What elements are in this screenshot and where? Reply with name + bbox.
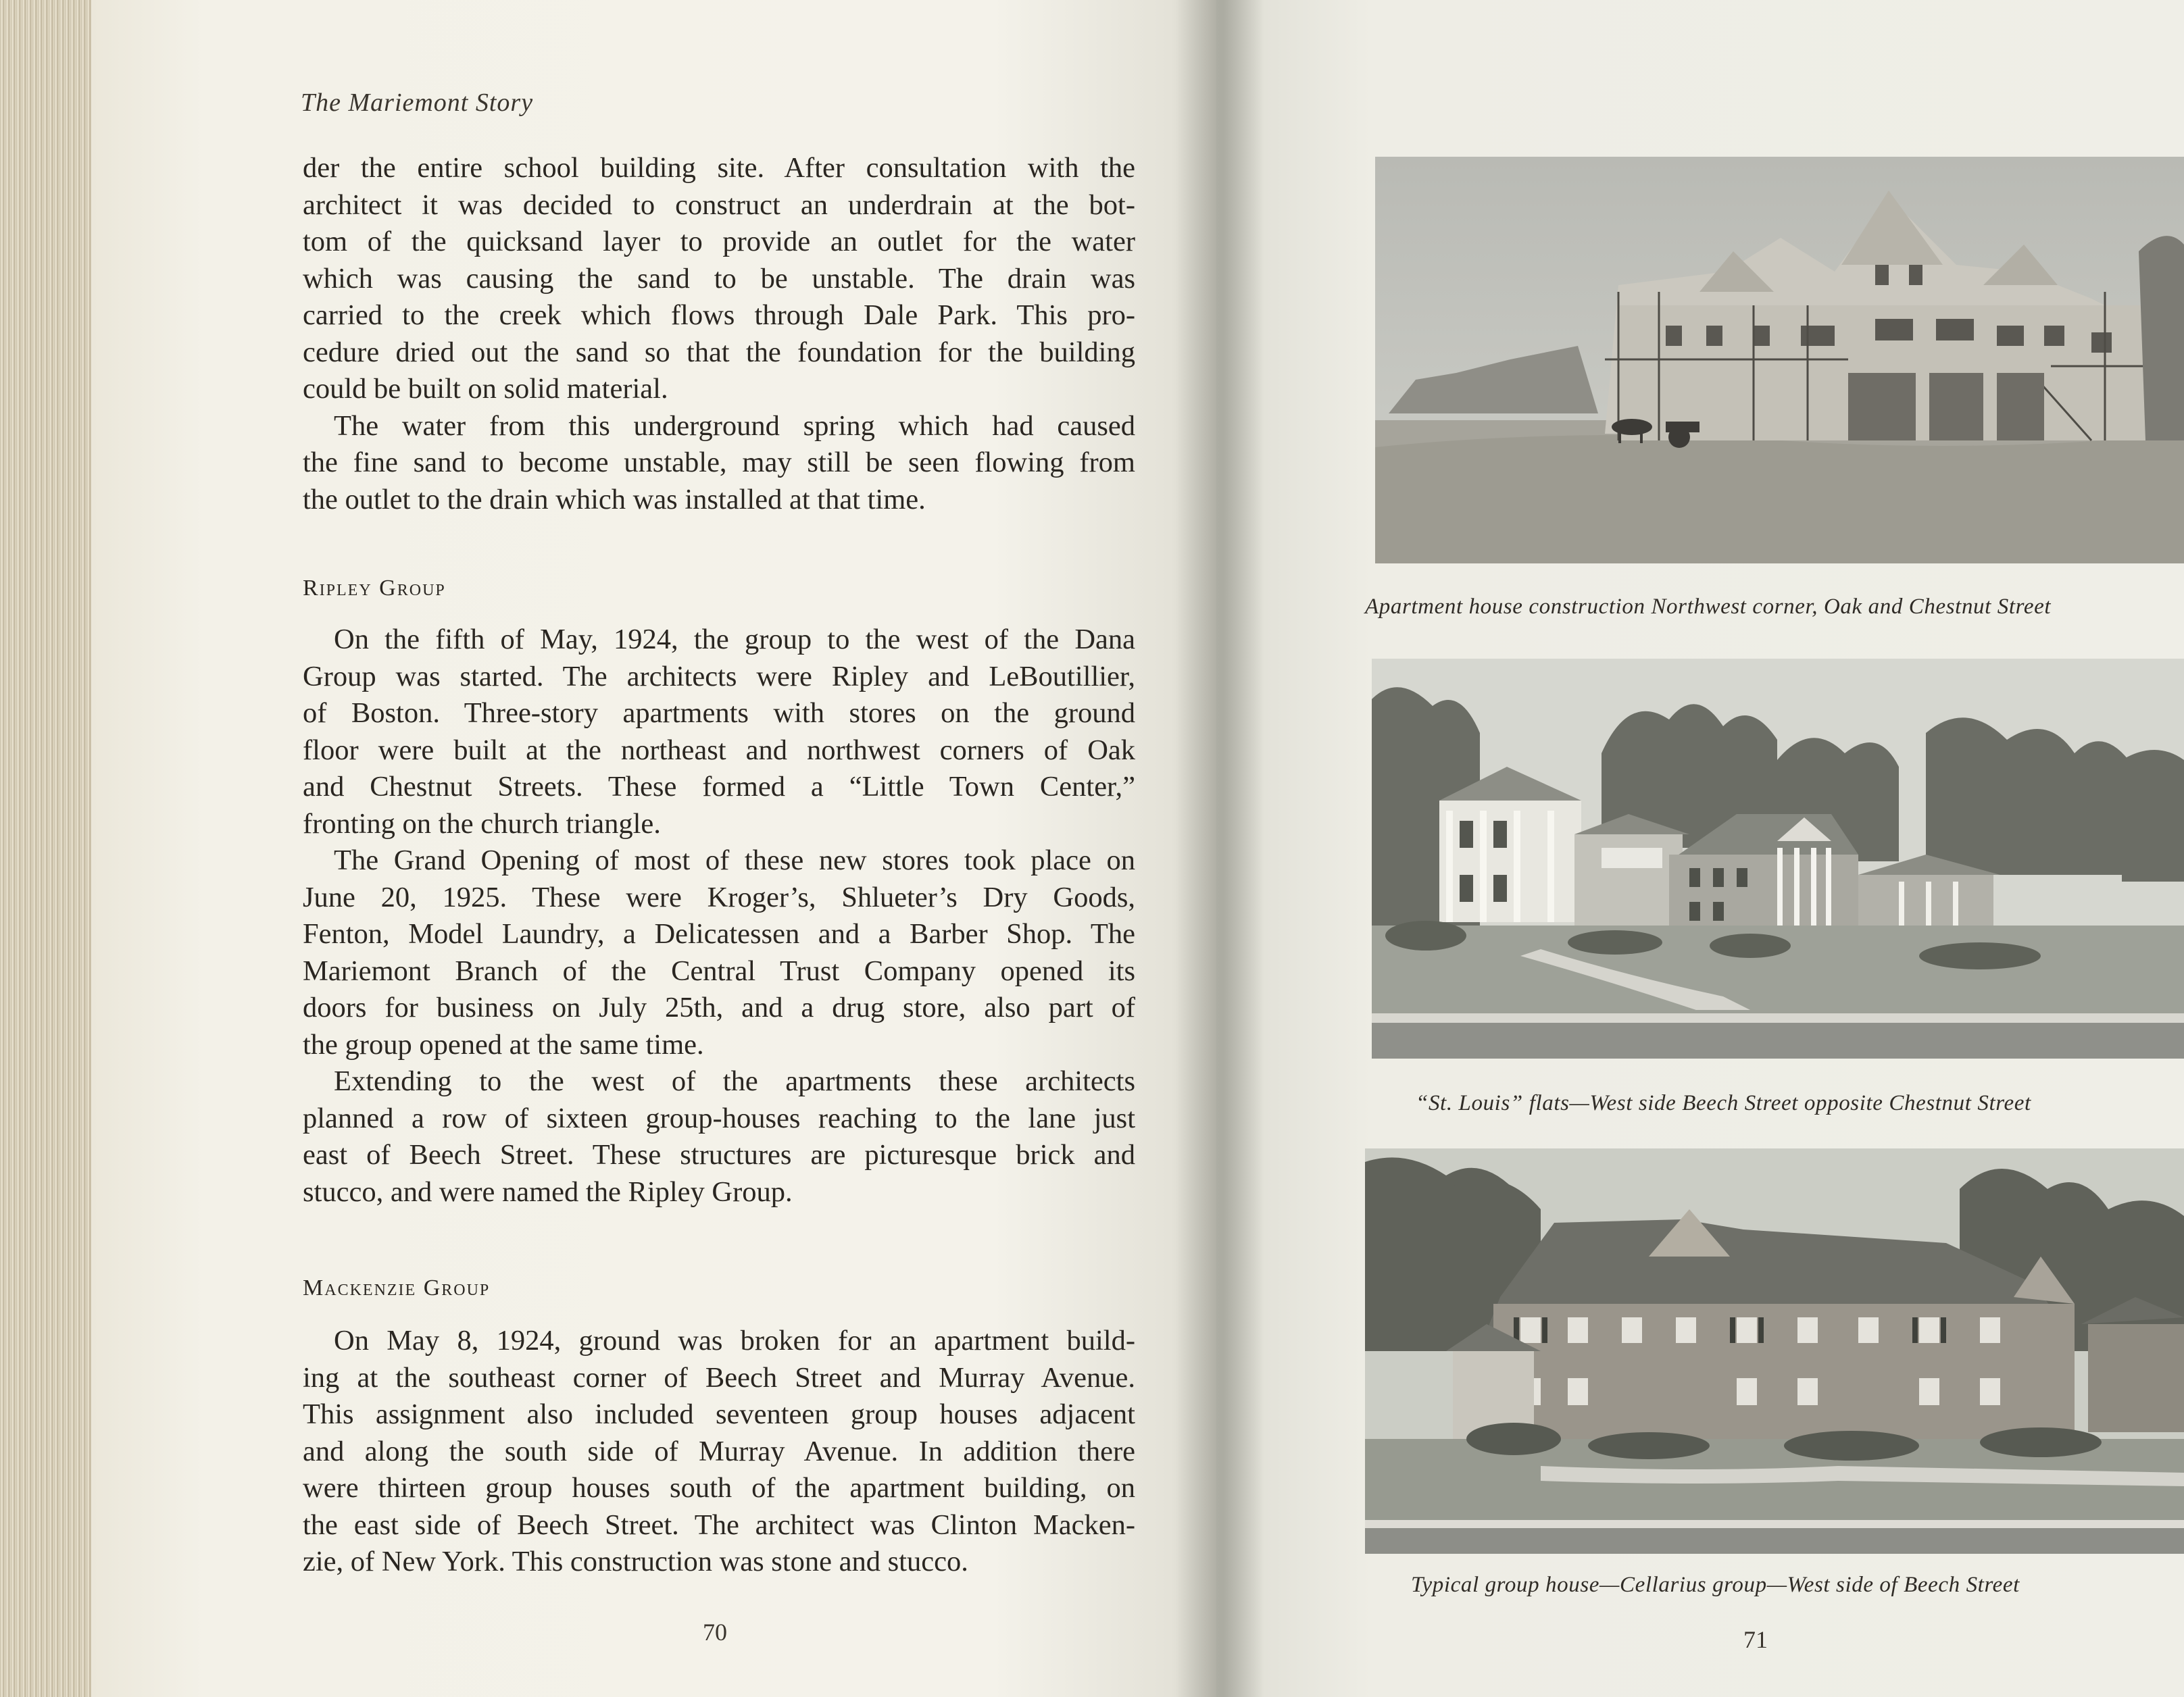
- text-line: Fenton, Model Laundry, a Delicatessen and a Barber Shop. The: [303, 918, 1135, 950]
- paragraph-block-school-site: [303, 150, 1135, 518]
- section-heading-ripley-group: Ripley Group: [303, 576, 446, 601]
- text-line: and along the south side of Murray Avenue. In addition there: [303, 1435, 1135, 1467]
- text-line: could be built on solid material.: [303, 373, 668, 405]
- text-line: On May 8, 1924, ground was broken for an apartment build-: [334, 1325, 1135, 1357]
- text-line: stucco, and were named the Ripley Group.: [303, 1175, 793, 1208]
- text-line: the fine sand to become unstable, may still be seen flowing from: [303, 447, 1135, 478]
- text-line: planned a row of sixteen group-houses reaching to the lane just: [303, 1102, 1135, 1134]
- photo-apartment-construction: [1375, 157, 2184, 563]
- text-line: This assignment also included seventeen group houses adjacent: [303, 1398, 1135, 1430]
- text-line: Extending to the west of the apartments these architects: [334, 1065, 1135, 1097]
- text-line: Group was started. The architects were Ripley and LeBoutillier,: [303, 660, 1135, 692]
- photo-caption: “St. Louis” flats—West side Beech Street opposite Chestnut Street: [1416, 1091, 2031, 1115]
- text-line: ing at the southeast corner of Beech Street and Murray Avenue.: [303, 1361, 1135, 1394]
- photo-st-louis-flats: [1372, 659, 2184, 1059]
- text-line: the outlet to the drain which was installed at that time.: [303, 483, 926, 515]
- paragraph-block-mackenzie-group: [303, 1323, 1135, 1581]
- text-line: June 20, 1925. These were Kroger’s, Shlueter’s Dry Goods,: [303, 881, 1135, 913]
- text-line: zie, of New York. This construction was stone and stucco.: [303, 1546, 968, 1577]
- page-edges: [0, 0, 91, 1697]
- text-line: carried to the creek which flows through Dale Park. This pro-: [303, 299, 1135, 331]
- text-line: the east side of Beech Street. The architect was Clinton Macken-: [303, 1509, 1135, 1541]
- text-line: cedure dried out the sand so that the foundation for the building: [303, 336, 1135, 368]
- text-line: and Chestnut Streets. These formed a “Little Town Center,”: [303, 771, 1135, 803]
- text-line: of Boston. Three-story apartments with stores on the ground: [303, 697, 1135, 729]
- text-line: fronting on the church triangle.: [303, 807, 661, 840]
- text-line: were thirteen group houses south of the apartment building, on: [303, 1472, 1135, 1504]
- text-line: architect it was decided to construct an underdrain at the bot-: [303, 188, 1135, 221]
- text-line: east of Beech Street. These structures are picturesque brick and: [303, 1139, 1135, 1171]
- page-number-right: 71: [1743, 1626, 1768, 1653]
- photo-cellarius-group-house: [1365, 1148, 2184, 1554]
- text-line: floor were built at the northeast and northwest corners of Oak: [303, 734, 1135, 766]
- book-gutter: [1176, 0, 1264, 1697]
- text-line: Mariemont Branch of the Central Trust Company opened its: [303, 955, 1135, 987]
- text-line: tom of the quicksand layer to provide an outlet for the water: [303, 226, 1135, 257]
- running-head: The Mariemont Story: [301, 88, 534, 117]
- text-line: On the fifth of May, 1924, the group to the west of the Dana: [334, 624, 1135, 655]
- text-line: doors for business on July 25th, and a drug store, also part of: [303, 992, 1135, 1023]
- photo-caption: Apartment house construction Northwest corner, Oak and Chestnut Street: [1365, 594, 2052, 619]
- page-number-left: 70: [703, 1619, 727, 1646]
- text-line: which was causing the sand to be unstable. The drain was: [303, 262, 1135, 295]
- section-heading-mackenzie-group: Mackenzie Group: [303, 1275, 491, 1300]
- photo-caption: Typical group house—Cellarius group—West side of Beech Street: [1411, 1573, 2020, 1597]
- text-line: The water from this underground spring which had caused: [334, 409, 1135, 442]
- text-line: the group opened at the same time.: [303, 1028, 704, 1061]
- text-line: The Grand Opening of most of these new stores took place on: [334, 844, 1135, 876]
- paragraph-block-ripley-group: [303, 622, 1135, 1211]
- text-line: der the entire school building site. After consultation with the: [303, 152, 1135, 184]
